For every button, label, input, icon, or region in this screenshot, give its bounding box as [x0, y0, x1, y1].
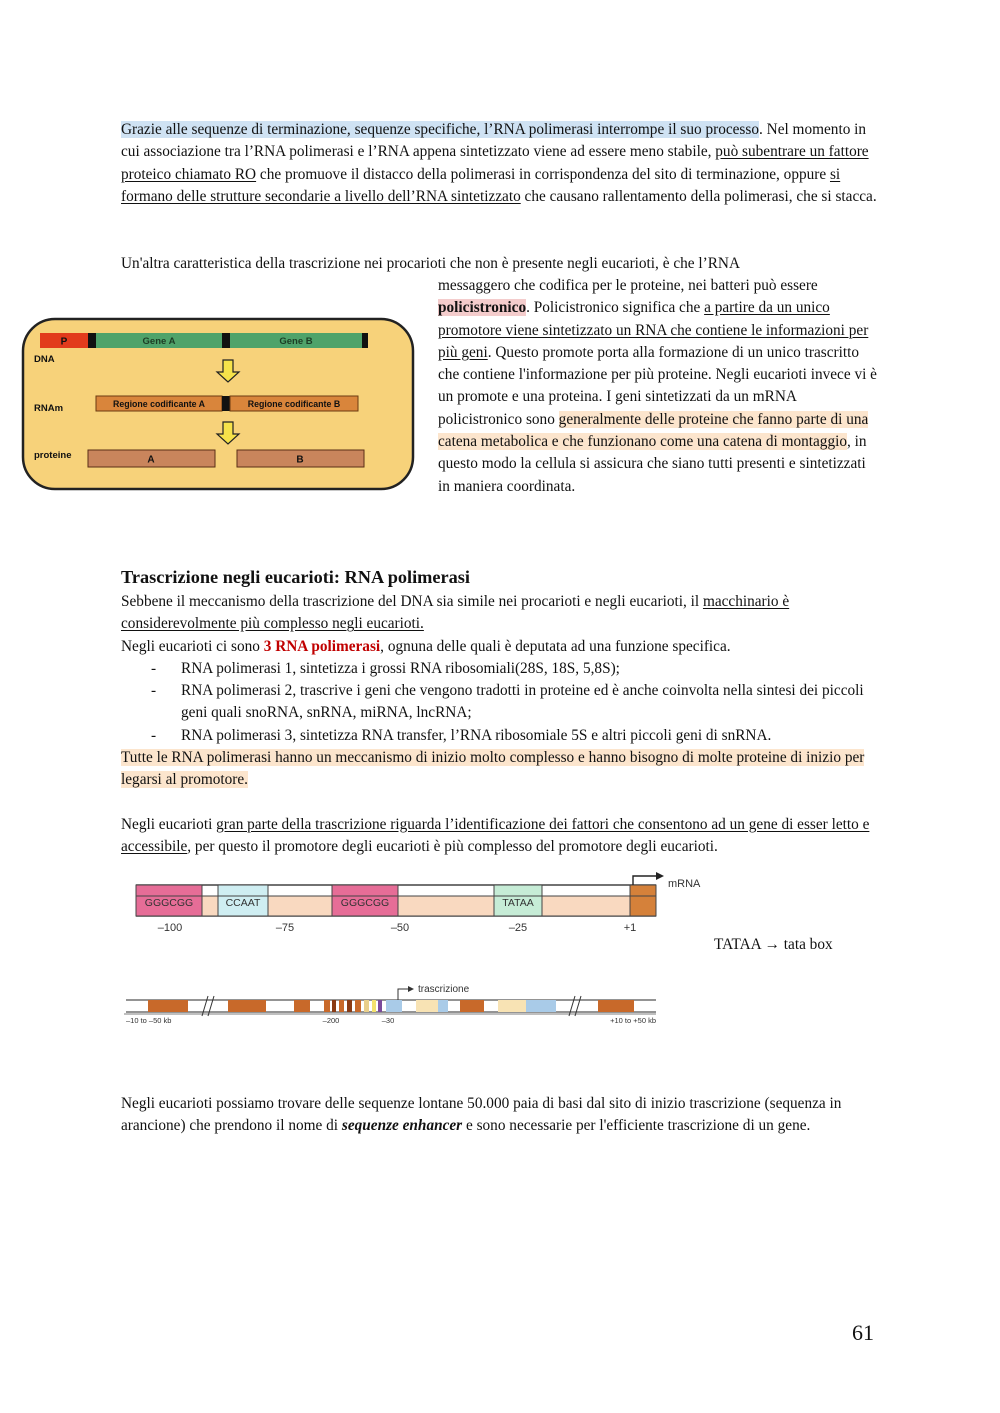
protein-b-label: B: [296, 454, 304, 466]
tata-box-note: TATAA → tata box: [714, 936, 833, 953]
distance-label: +10 to +50 kb: [610, 1016, 656, 1025]
position-tick: –75: [275, 922, 295, 934]
element-box: [386, 1000, 402, 1012]
termination-paragraph: Grazie alle sequenze di terminazione, sequenze specifiche, l’RNA polimerasi interrompe il suo processo. Nel momento in cui associazione tra l’RNA polimerasi e l’RNA appena sintetizzato viene ad essere meno stabile, può subentrare un fattore proteico chiamato RO che promuove il distacco della polimerasi in corrispondenza del sito di terminazione, oppure si formano delle strutture secondarie a livello dell’RNA sintetizzato che causano rallentamento della polimerasi, che si stacca.: [121, 121, 877, 205]
page-number: 61: [852, 1320, 874, 1345]
protein-a-label: A: [147, 454, 155, 466]
tata-box-top: [494, 885, 542, 896]
element-box: [294, 1000, 310, 1012]
box-label: GGGCGG: [144, 897, 194, 909]
underlined-phrase: può subentrare un fattore proteico chiamato RO: [121, 143, 869, 183]
element-box: [364, 1000, 369, 1012]
transcribed-region: [630, 896, 656, 916]
enhancer-box: [598, 1000, 634, 1012]
box-label: CCAAT: [225, 897, 261, 909]
highlighted-sentence: Grazie alle sequenze di terminazione, sequenze specifiche, l’RNA polimerasi interrompe il suo processo: [121, 121, 759, 138]
spacer: [88, 333, 96, 348]
arrow-head-icon: [656, 872, 664, 880]
polymerase-list: [121, 658, 877, 747]
section-body: [121, 591, 877, 858]
spacer: [362, 333, 368, 348]
enhancer-paragraph: Negli eucarioti possiamo trovare delle sequenze lontane 50.000 paia di basi dal sito di inizio trascrizione (sequenza in arancione) che prendono il nome di sequenze enhancer e sono necessarie per l'efficiente trascrizione di un gene.: [121, 1095, 842, 1135]
break-mark-icon: [208, 996, 214, 1016]
highlighted-phrase: generalmente delle proteine che fanno parte di una catena metabolica e che funzionano come una catena di montaggio: [438, 410, 869, 451]
break-mark-icon: [575, 996, 581, 1016]
polycistronic-paragraph: messaggero che codifica per le proteine, nei batteri può essere policistronico. Policistronico significa che a partire da un unico promotore viene sintetizzato un RNA che contiene le informazioni per più geni. Questo promote porta alla formazione di un unico trascritto che contiene l'informazione per più proteine. Negli eucarioti invece vi è un promote e una proteina. I geni sintetizzati da un mRNA policistronico sono generalmente delle proteine che fanno parte di una catena metabolica e che funzionano come una catena di montaggio, in questo modo la cellula si assicura che siano tutti presenti e sintetizzati in maniera coordinata.: [438, 277, 877, 495]
list-item: - RNA polimerasi 3, sintetizza RNA transfer, l’RNA ribosomiale 5S e altri piccoli geni di snRNA.: [151, 726, 772, 744]
distance-label: –10 to –50 kb: [126, 1016, 172, 1025]
element-box: [324, 1000, 330, 1012]
rnam-row-label: RNAm: [34, 403, 64, 414]
initiation-paragraph: [121, 747, 877, 792]
element-box: [355, 1000, 361, 1012]
position-tick: –50: [390, 922, 410, 934]
emphasis-term: 3 RNA polimerasi: [263, 637, 381, 655]
caat-box-top: [218, 885, 268, 896]
box-label: GGGCGG: [340, 897, 390, 909]
arrow-head-icon: [408, 986, 414, 992]
position-tick: –100: [157, 922, 183, 934]
break-mark-icon: [202, 996, 208, 1016]
element-box: [332, 1000, 336, 1012]
enhancer-box: [228, 1000, 266, 1012]
trascrizione-label: trascrizione: [418, 984, 470, 995]
element-box: [526, 1000, 556, 1012]
coding-region-a-label: Regione codificante A: [112, 399, 206, 409]
underlined-phrase: si formano delle strutture secondarie a livello dell’RNA sintetizzato: [121, 165, 841, 205]
coding-region-b-label: Regione codificante B: [247, 399, 341, 409]
underlined-phrase: macchinario è considerevolmente più complesso negli eucarioti.: [121, 593, 790, 633]
operon-figure: [20, 316, 418, 492]
polycistronic-intro: Un'altra caratteristica della trascrizione nei procarioti che non è presente negli eucarioti, è che l’RNA: [121, 255, 741, 272]
gc-box-top: [136, 885, 202, 896]
promoter-paragraph: Negli eucarioti gran parte della trascrizione riguarda l’identificazione dei fattori che consentono ad un gene di esser letto e accessibile, per questo il promotore degli eucarioti è più complesso del promotore degli eucarioti.: [121, 815, 870, 855]
position-tick: –25: [508, 922, 528, 934]
element-box: [438, 1000, 448, 1012]
polymerases-intro: Negli eucarioti ci sono 3 RNA polimerasi, ognuna delle quali è deputata ad una funzione specifica.: [121, 637, 731, 655]
box-label: TATAA: [502, 897, 534, 909]
element-box: [460, 1000, 484, 1012]
element-box: [372, 1000, 376, 1012]
element-box: [416, 1000, 438, 1012]
underlined-phrase: a partire da un unico promotore viene sintetizzato un RNA che contiene le informazioni per più geni: [438, 299, 869, 361]
position-tick: +1: [623, 922, 637, 934]
gc-box-top: [332, 885, 398, 896]
tss-arrow-icon: [633, 876, 656, 885]
list-item: - RNA polimerasi 2, trascrive i geni che vengono tradotti in proteine ed è anche coinvolta nella sintesi dei piccoli geni quali snoRNA, snRNA, miRNA, lncRNA;: [151, 682, 864, 722]
spacer: [222, 396, 230, 411]
enhancer-box: [148, 1000, 188, 1012]
underlined-phrase: gran parte della trascrizione riguarda l’identificazione dei fattori che consentono ad un gene di esser letto e accessibile: [121, 815, 870, 855]
enhancer-term: sequenze enhancer: [341, 1117, 463, 1135]
element-box: [378, 1000, 382, 1012]
list-item: - RNA polimerasi 1, sintetizza i grossi RNA ribosomiali(28S, 18S, 5,8S);: [151, 659, 620, 677]
element-box: [498, 1000, 526, 1012]
highlighted-phrase: Tutte le RNA polimerasi hanno un meccanismo di inizio molto complesso e hanno bisogno di molte proteine di inizio per legarsi al promotore.: [121, 749, 865, 789]
spacer: [222, 333, 230, 348]
section-title: Trascrizione negli eucarioti: RNA polimerasi: [121, 567, 470, 587]
tss-arrow-icon: [398, 989, 408, 1000]
dna-row-label: DNA: [34, 354, 55, 365]
position-tick: –200: [322, 1016, 340, 1025]
transcribed-region-top: [630, 885, 656, 896]
gene-b-label: Gene B: [279, 336, 313, 347]
gene-a-label: Gene A: [142, 336, 176, 347]
proteine-row-label: proteine: [34, 450, 72, 461]
position-tick: –30: [381, 1016, 395, 1025]
similarity-paragraph: Sebbene il meccanismo della trascrizione del DNA sia simile nei procarioti e negli eucarioti, il macchinario è considerevolmente più complesso negli eucarioti.: [121, 593, 790, 633]
promoter-figure: [128, 870, 708, 936]
policistronico-term: policistronico: [438, 299, 527, 317]
mrna-label: mRNA: [668, 878, 701, 890]
element-box: [347, 1000, 352, 1012]
break-mark-icon: [569, 996, 575, 1016]
enhancer-figure: [120, 980, 660, 1026]
element-box: [339, 1000, 344, 1012]
promoter-label: P: [60, 336, 68, 348]
